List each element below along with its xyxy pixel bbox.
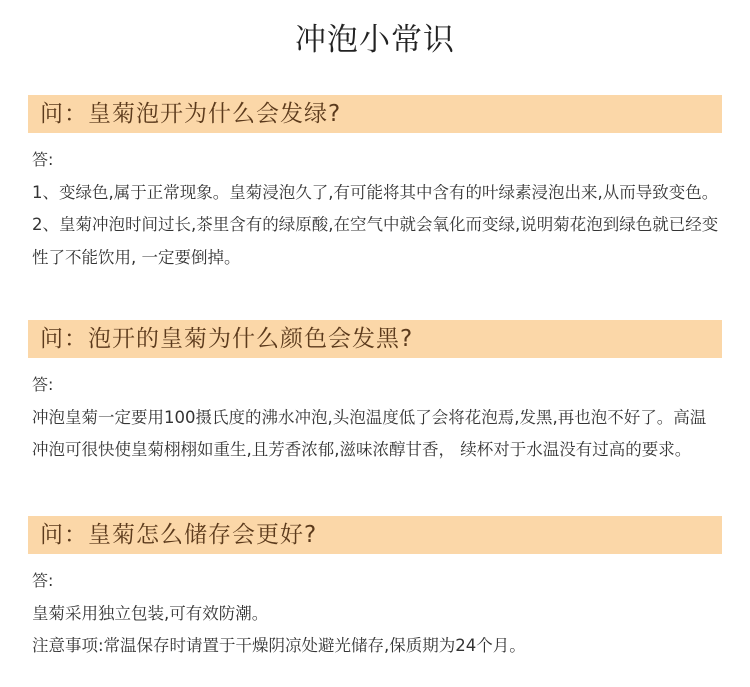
- answer-paragraph: 皇菊采用独立包装,可有效防潮。: [32, 603, 269, 623]
- answer-block-1: [32, 144, 722, 274]
- answer-paragraph: 1、变绿色,属于正常现象。皇菊浸泡久了,有可能将其中含有的叶绿素浸泡出来,从而导致变色。: [32, 182, 719, 202]
- question-heading-1: 问：皇菊泡开为什么会发绿?: [28, 95, 722, 133]
- answer-block-3: [32, 565, 722, 663]
- answer-label: 答:: [32, 375, 54, 394]
- answer-paragraph: 注意事项:常温保存时请置于干燥阴凉处避光储存,保质期为24个月。: [32, 636, 526, 655]
- answer-label: 答:: [32, 150, 54, 169]
- answer-paragraph: 冲泡皇菊一定要用100摄氏度的沸水冲泡,头泡温度低了会将花泡焉,发黑,再也泡不好了。高温冲泡可很快使皇菊栩栩如重生,且芳香浓郁,滋味浓醇甘香， 续杯对于水温没有过高的要求。: [32, 407, 707, 459]
- answer-block-2: [32, 369, 722, 467]
- answer-paragraph: 2、皇菊冲泡时间过长,茶里含有的绿原酸,在空气中就会氧化而变绿,说明菊花泡到绿色就已经变性了不能饮用, 一定要倒掉。: [32, 215, 719, 267]
- answer-label: 答:: [32, 571, 54, 590]
- question-heading-2: 问：泡开的皇菊为什么颜色会发黑?: [28, 320, 722, 358]
- question-heading-3: 问：皇菊怎么储存会更好?: [28, 516, 722, 554]
- page-title: 冲泡小常识: [295, 22, 455, 58]
